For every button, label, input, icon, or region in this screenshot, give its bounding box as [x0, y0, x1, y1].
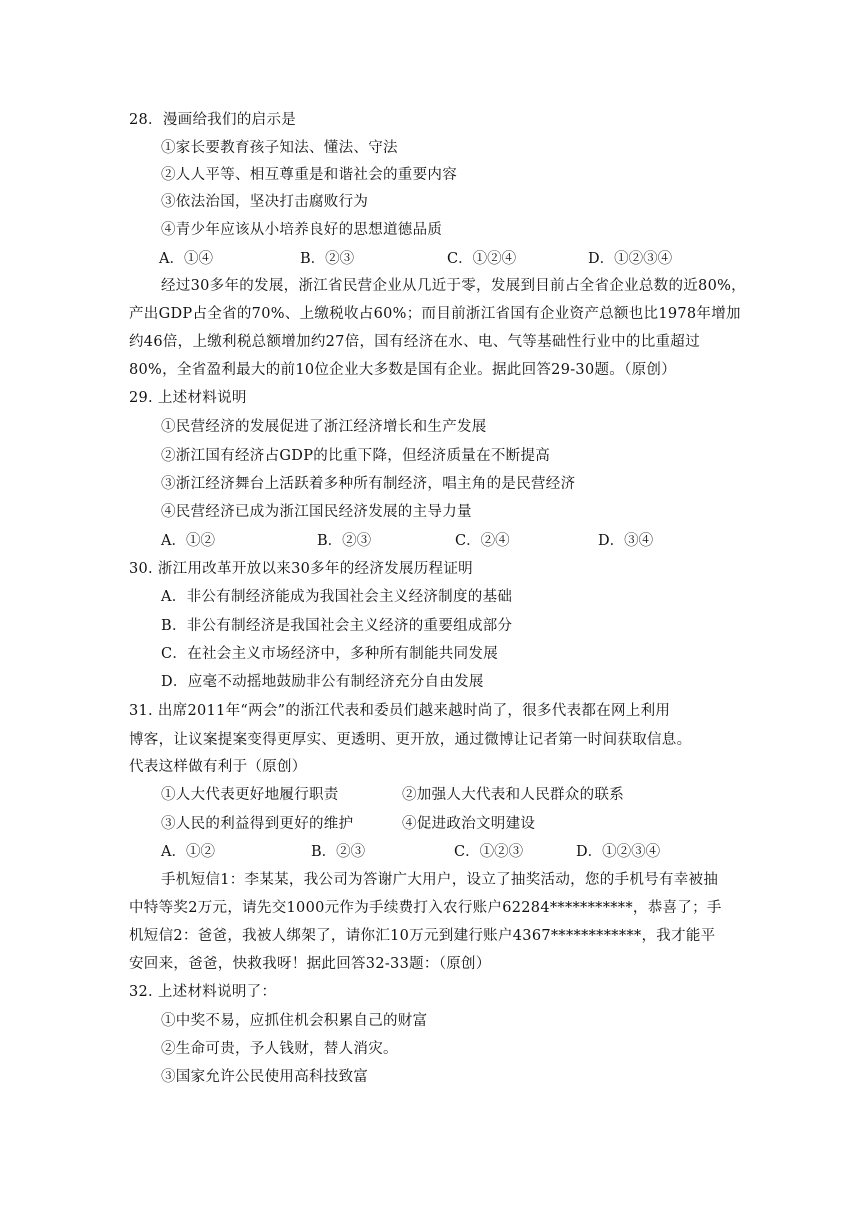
q30-option-c: C．在社会主义市场经济中，多种所有制能共同发展 — [161, 646, 498, 662]
q31-stem-line-3: 代表这样做有利于（原创） — [129, 759, 307, 775]
q28-item-4: ④青少年应该从小培养良好的思想道德品质 — [161, 222, 443, 238]
q28-item-3: ③依法治国，坚决打击腐败行为 — [161, 194, 369, 210]
q29-option-a: A．①② — [161, 533, 215, 549]
q29-item-4: ④民营经济已成为浙江国民经济发展的主导力量 — [161, 504, 472, 520]
q31-item-1: ①人大代表更好地履行职责 — [161, 787, 339, 803]
q29-item-3: ③浙江经济舞台上活跃着多种所有制经济，唱主角的是民营经济 — [161, 476, 576, 492]
q32-item-2: ②生命可贵，予人钱财，替人消灾。 — [161, 1041, 398, 1057]
material1-line-4: 80%，全省盈利最大的前10位企业大多数是国有企业。据此回答29-30题。（原创） — [129, 362, 677, 378]
q28-stem: 28．漫画给我们的启示是 — [129, 112, 297, 128]
q28-option-a: A．①④ — [159, 251, 213, 267]
q31-option-c: C．①②③ — [454, 844, 524, 860]
q29-item-2: ②浙江国有经济占GDP的比重下降，但经济质量在不断提高 — [161, 448, 551, 464]
material2-line-2: 中特等奖2万元，请先交1000元作为手续费打入农行账户62284***********，恭喜了；手 — [129, 900, 722, 916]
q29-stem: 29. 上述材料说明 — [129, 390, 247, 406]
q29-option-d: D．③④ — [598, 533, 654, 549]
material1-line-3: 约46倍，上缴利税总额增加约27倍，国有经济在水、电、气等基础性行业中的比重超过 — [129, 334, 700, 350]
q30-option-d: D．应毫不动摇地鼓励非公有制经济充分自由发展 — [161, 674, 484, 690]
q31-stem-line-1: 31. 出席2011年“两会”的浙江代表和委员们越来越时尚了，很多代表都在网上利用 — [129, 703, 671, 719]
material2-line-1: 手机短信1：李某某，我公司为答谢广大用户，设立了抽奖活动，您的手机号有幸被抽 — [161, 872, 719, 888]
q31-option-a: A．①② — [161, 844, 215, 860]
material1-line-2: 产出GDP占全省的70%、上缴税收占60%；而目前浙江省国有企业资产总额也比1978年增加 — [129, 306, 741, 322]
q29-item-1: ①民营经济的发展促进了浙江经济增长和生产发展 — [161, 419, 487, 435]
q31-item-2: ②加强人大代表和人民群众的联系 — [402, 787, 624, 803]
q31-item-3: ③人民的利益得到更好的维护 — [161, 816, 354, 832]
q31-option-b: B．②③ — [311, 844, 366, 860]
q31-item-4: ④促进政治文明建设 — [402, 816, 536, 832]
material2-line-4: 安回来，爸爸，快救我呀！据此回答32-33题：（原创） — [129, 956, 491, 972]
q28-item-1: ①家长要教育孩子知法、懂法、守法 — [161, 140, 398, 156]
q32-item-1: ①中奖不易，应抓住机会积累自己的财富 — [161, 1013, 428, 1029]
q28-option-d: D．①②③④ — [588, 251, 673, 267]
q32-stem: 32. 上述材料说明了： — [129, 984, 277, 1000]
q31-stem-line-2: 博客，让议案提案变得更厚实、更透明、更开放，通过微博让记者第一时间获取信息。 — [129, 732, 692, 748]
q31-option-d: D．①②③④ — [576, 844, 661, 860]
q28-option-b: B．②③ — [300, 251, 355, 267]
q30-stem: 30. 浙江用改革开放以来30多年的经济发展历程证明 — [129, 561, 473, 577]
q29-option-b: B．②③ — [317, 533, 372, 549]
material2-line-3: 机短信2：爸爸，我被人绑架了，请你汇10万元到建行账户4367************，我才能平 — [129, 928, 716, 944]
q28-item-2: ②人人平等、相互尊重是和谐社会的重要内容 — [161, 167, 457, 183]
material1-line-1: 经过30多年的发展，浙江省民营企业从几近于零，发展到目前占全省企业总数的近80%， — [161, 278, 746, 294]
q30-option-b: B．非公有制经济是我国社会主义经济的重要组成部分 — [161, 618, 513, 634]
q30-option-a: A．非公有制经济能成为我国社会主义经济制度的基础 — [161, 589, 513, 605]
q28-option-c: C．①②④ — [447, 251, 517, 267]
q32-item-3: ③国家允许公民使用高科技致富 — [161, 1069, 369, 1085]
q29-option-c: C．②④ — [455, 533, 510, 549]
